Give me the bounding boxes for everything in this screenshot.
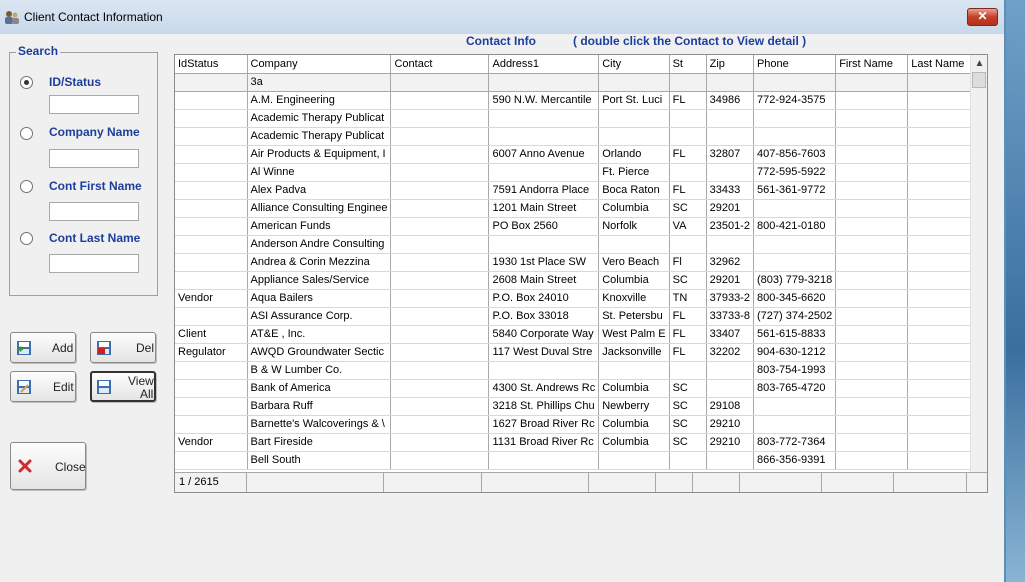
table-cell: Columbia [599, 271, 669, 289]
table-cell: (803) 779-3218 [753, 271, 835, 289]
table-cell [391, 343, 489, 361]
footer-cell [589, 473, 656, 492]
table-row[interactable] [175, 181, 981, 199]
table-cell: P.O. Box 24010 [489, 289, 599, 307]
table-cell: 29210 [706, 433, 753, 451]
table-cell: Knoxville [599, 289, 669, 307]
edit-record-icon [16, 379, 32, 395]
footer-cell [247, 473, 384, 492]
table-cell: SC [669, 433, 706, 451]
table-cell: ASI Assurance Corp. [247, 307, 391, 325]
table-row[interactable] [175, 289, 981, 307]
table-cell: Appliance Sales/Service [247, 271, 391, 289]
table-cell: Port St. Luci [599, 91, 669, 109]
table-cell [489, 109, 599, 127]
title-bar [0, 0, 1004, 34]
table-cell [836, 271, 908, 289]
table-cell [836, 199, 908, 217]
table-cell [391, 271, 489, 289]
table-row[interactable] [175, 199, 981, 217]
radio-cont-last-name[interactable] [20, 232, 33, 245]
table-cell: 3218 St. Phillips Chu [489, 397, 599, 415]
view-all-button[interactable] [90, 371, 156, 402]
table-row[interactable] [175, 235, 981, 253]
table-cell: 37933-2 [706, 289, 753, 307]
table-cell: P.O. Box 33018 [489, 307, 599, 325]
table-cell: 6007 Anno Avenue [489, 145, 599, 163]
filter-cell[interactable] [753, 73, 835, 91]
table-cell [706, 127, 753, 145]
table-cell [391, 127, 489, 145]
table-cell: West Palm E [599, 325, 669, 343]
table-cell [175, 451, 247, 469]
table-cell [175, 163, 247, 181]
table-cell: AWQD Groundwater Sectic [247, 343, 391, 361]
table-cell: Ft. Pierce [599, 163, 669, 181]
table-cell: SC [669, 199, 706, 217]
table-cell: Columbia [599, 415, 669, 433]
footer-cell [693, 473, 740, 492]
column-header[interactable]: St [669, 55, 706, 73]
table-row[interactable] [175, 433, 981, 451]
table-cell [175, 361, 247, 379]
table-cell [836, 433, 908, 451]
table-cell: 29201 [706, 271, 753, 289]
table-cell: 1201 Main Street [489, 199, 599, 217]
filter-cell[interactable] [175, 73, 247, 91]
radio-label-cont-first-name: Cont First Name [49, 179, 142, 193]
table-row[interactable] [175, 109, 981, 127]
table-cell: 4300 St. Andrews Rc [489, 379, 599, 397]
table-cell [836, 307, 908, 325]
table-cell: Vero Beach [599, 253, 669, 271]
table-cell [836, 397, 908, 415]
id-status-input[interactable] [49, 95, 139, 114]
table-cell: Bart Fireside [247, 433, 391, 451]
contacts-grid[interactable] [174, 54, 988, 493]
table-cell: 803-754-1993 [753, 361, 835, 379]
table-row[interactable] [175, 415, 981, 433]
search-legend: Search [18, 44, 59, 58]
table-cell [175, 271, 247, 289]
view-all-icon [96, 379, 112, 395]
table-row[interactable] [175, 253, 981, 271]
table-cell [175, 235, 247, 253]
table-cell: 32962 [706, 253, 753, 271]
footer-cell [384, 473, 482, 492]
vertical-scrollbar[interactable] [970, 55, 987, 492]
table-cell [669, 163, 706, 181]
table-cell: 32807 [706, 145, 753, 163]
table-cell: Academic Therapy Publicat [247, 127, 391, 145]
filter-cell[interactable] [706, 73, 753, 91]
filter-cell[interactable] [391, 73, 489, 91]
scroll-up-icon[interactable]: ▲ [974, 58, 985, 69]
table-cell [753, 235, 835, 253]
table-cell: Jacksonville [599, 343, 669, 361]
table-cell: 1627 Broad River Rc [489, 415, 599, 433]
table-cell: St. Petersbu [599, 307, 669, 325]
table-cell: American Funds [247, 217, 391, 235]
table-cell: PO Box 2560 [489, 217, 599, 235]
footer-cell [894, 473, 967, 492]
table-cell: SC [669, 415, 706, 433]
table-cell [599, 109, 669, 127]
table-cell: 561-361-9772 [753, 181, 835, 199]
add-button-label: Add [52, 341, 74, 355]
table-cell: B & W Lumber Co. [247, 361, 391, 379]
table-cell [836, 163, 908, 181]
record-count: 1 / 2615 [179, 476, 219, 488]
table-cell: Client [175, 325, 247, 343]
table-cell [391, 109, 489, 127]
table-cell: 2608 Main Street [489, 271, 599, 289]
delete-button-label: Del [136, 341, 155, 355]
table-cell [669, 127, 706, 145]
table-row[interactable] [175, 163, 981, 181]
table-cell [175, 109, 247, 127]
table-cell [836, 361, 908, 379]
table-cell: 33733-8 [706, 307, 753, 325]
table-cell [175, 253, 247, 271]
table-cell [391, 433, 489, 451]
table-cell: A.M. Engineering [247, 91, 391, 109]
scroll-thumb[interactable] [972, 72, 986, 88]
table-cell [391, 217, 489, 235]
table-cell: Barbara Ruff [247, 397, 391, 415]
table-cell [706, 361, 753, 379]
table-cell [836, 343, 908, 361]
table-row[interactable] [175, 451, 981, 469]
table-cell: SC [669, 379, 706, 397]
footer-cell [656, 473, 693, 492]
filter-cell[interactable] [599, 73, 669, 91]
table-cell: Regulator [175, 343, 247, 361]
table-cell [175, 397, 247, 415]
cont-last-name-input[interactable] [49, 254, 139, 273]
table-cell: Bell South [247, 451, 391, 469]
table-cell [175, 415, 247, 433]
table-cell: 23501-2 [706, 217, 753, 235]
table-cell [836, 217, 908, 235]
table-cell [836, 325, 908, 343]
table-cell: AT&E , Inc. [247, 325, 391, 343]
table-cell: Air Products & Equipment, I [247, 145, 391, 163]
table-row[interactable] [175, 145, 981, 163]
table-cell [391, 289, 489, 307]
table-cell: FL [669, 145, 706, 163]
table-cell: 590 N.W. Mercantile [489, 91, 599, 109]
table-cell: Orlando [599, 145, 669, 163]
table-cell: 7591 Andorra Place [489, 181, 599, 199]
delete-button[interactable] [90, 332, 156, 363]
table-cell [753, 109, 835, 127]
table-cell [599, 127, 669, 145]
column-header[interactable]: IdStatus [175, 55, 247, 73]
table-cell [706, 109, 753, 127]
table-row[interactable] [175, 91, 981, 109]
column-header[interactable]: Last Name [908, 55, 981, 73]
table-cell: 1131 Broad River Rc [489, 433, 599, 451]
column-header[interactable]: City [599, 55, 669, 73]
table-cell: 29201 [706, 199, 753, 217]
table-cell [599, 451, 669, 469]
table-cell [391, 163, 489, 181]
table-cell [669, 235, 706, 253]
table-cell: 800-345-6620 [753, 289, 835, 307]
table-cell: Al Winne [247, 163, 391, 181]
desktop-background [1006, 0, 1025, 582]
table-cell: SC [669, 397, 706, 415]
table-cell: Norfolk [599, 217, 669, 235]
table-cell [489, 361, 599, 379]
filter-cell[interactable] [669, 73, 706, 91]
radio-company-name[interactable] [20, 127, 33, 140]
table-cell: FL [669, 181, 706, 199]
column-header[interactable]: Contact [391, 55, 489, 73]
table-cell [489, 163, 599, 181]
table-cell: Alex Padva [247, 181, 391, 199]
table-cell [391, 235, 489, 253]
table-cell [391, 199, 489, 217]
table-cell [706, 163, 753, 181]
table-cell [391, 451, 489, 469]
table-cell: Boca Raton [599, 181, 669, 199]
table-cell: 407-856-7603 [753, 145, 835, 163]
contacts-icon [4, 9, 20, 25]
table-cell [706, 235, 753, 253]
view-all-label-line2: All [140, 387, 154, 401]
cont-first-name-input[interactable] [49, 202, 139, 221]
radio-id-status[interactable] [20, 76, 33, 89]
contacts-table [175, 55, 981, 470]
grid-hint: ( double click the Contact to View detail ) [573, 34, 807, 48]
table-cell: FL [669, 91, 706, 109]
filter-cell[interactable] [836, 73, 908, 91]
table-cell: VA [669, 217, 706, 235]
close-icon [18, 459, 32, 473]
table-cell [489, 235, 599, 253]
table-cell: (727) 374-2502 [753, 307, 835, 325]
table-cell [175, 127, 247, 145]
table-cell: Aqua Bailers [247, 289, 391, 307]
table-cell: Fl [669, 253, 706, 271]
table-cell [836, 109, 908, 127]
add-button[interactable] [10, 332, 76, 363]
table-cell: Vendor [175, 433, 247, 451]
search-group [9, 52, 158, 296]
table-cell [669, 451, 706, 469]
table-cell: Anderson Andre Consulting [247, 235, 391, 253]
table-cell: 33407 [706, 325, 753, 343]
column-header[interactable]: Address1 [489, 55, 599, 73]
table-cell [175, 199, 247, 217]
footer-cell [482, 473, 589, 492]
column-header[interactable]: Zip [706, 55, 753, 73]
close-button-label: Close [55, 460, 86, 474]
table-cell: Vendor [175, 289, 247, 307]
table-cell [391, 145, 489, 163]
table-cell [175, 379, 247, 397]
table-cell [489, 127, 599, 145]
table-cell: 1930 1st Place SW [489, 253, 599, 271]
table-cell [836, 181, 908, 199]
table-cell [669, 109, 706, 127]
client-area [0, 34, 1004, 582]
table-cell [489, 451, 599, 469]
column-header[interactable]: Company [247, 55, 391, 73]
table-cell: FL [669, 307, 706, 325]
table-cell [175, 91, 247, 109]
table-cell: 561-615-8833 [753, 325, 835, 343]
table-cell: 800-421-0180 [753, 217, 835, 235]
table-cell [836, 91, 908, 109]
table-cell: Bank of America [247, 379, 391, 397]
table-cell [391, 361, 489, 379]
table-cell: 803-765-4720 [753, 379, 835, 397]
table-cell: Newberry [599, 397, 669, 415]
table-row[interactable] [175, 271, 981, 289]
filter-cell[interactable] [489, 73, 599, 91]
table-cell: 32202 [706, 343, 753, 361]
table-cell: 5840 Corporate Way [489, 325, 599, 343]
table-row[interactable] [175, 127, 981, 145]
table-cell [836, 127, 908, 145]
footer-cell [822, 473, 894, 492]
table-cell: 34986 [706, 91, 753, 109]
filter-row[interactable] [175, 73, 981, 91]
footer-cell [740, 473, 822, 492]
table-row[interactable] [175, 307, 981, 325]
close-button[interactable] [10, 442, 86, 490]
table-cell [175, 307, 247, 325]
column-header[interactable]: First Name [836, 55, 908, 73]
table-cell [836, 253, 908, 271]
radio-label-id-status: ID/Status [49, 75, 102, 89]
table-cell: 772-924-3575 [753, 91, 835, 109]
table-cell: TN [669, 289, 706, 307]
table-cell [836, 415, 908, 433]
table-cell [391, 91, 489, 109]
table-cell: Columbia [599, 433, 669, 451]
table-cell: FL [669, 325, 706, 343]
table-cell [391, 397, 489, 415]
table-cell [175, 145, 247, 163]
edit-button[interactable] [10, 371, 76, 402]
edit-button-label: Edit [53, 380, 74, 394]
table-cell [706, 379, 753, 397]
table-cell [836, 235, 908, 253]
table-cell: FL [669, 343, 706, 361]
table-cell [391, 253, 489, 271]
table-cell: Academic Therapy Publicat [247, 109, 391, 127]
table-row[interactable] [175, 325, 981, 343]
add-record-icon [16, 340, 32, 356]
table-cell: 866-356-9391 [753, 451, 835, 469]
table-cell [753, 253, 835, 271]
delete-record-icon [96, 340, 112, 356]
radio-label-company-name: Company Name [49, 125, 140, 139]
radio-label-cont-last-name: Cont Last Name [49, 231, 141, 245]
table-row[interactable] [175, 397, 981, 415]
grid-footer [175, 472, 987, 492]
table-cell [391, 181, 489, 199]
table-cell [753, 199, 835, 217]
table-cell: 29210 [706, 415, 753, 433]
window-title: Client Contact Information [24, 10, 163, 24]
table-cell: Columbia [599, 199, 669, 217]
table-cell [599, 361, 669, 379]
table-cell [836, 451, 908, 469]
filter-cell[interactable]: 3a [247, 73, 391, 91]
table-cell [836, 379, 908, 397]
table-cell: 772-595-5922 [753, 163, 835, 181]
table-row[interactable] [175, 361, 981, 379]
table-cell [753, 397, 835, 415]
table-cell [391, 325, 489, 343]
table-cell [391, 379, 489, 397]
table-row[interactable] [175, 379, 981, 397]
table-cell [836, 145, 908, 163]
table-header-row [175, 55, 981, 73]
table-cell: 904-630-1212 [753, 343, 835, 361]
table-cell: Barnette's Walcoverings & \ [247, 415, 391, 433]
table-cell: 29108 [706, 397, 753, 415]
table-row[interactable] [175, 217, 981, 235]
grid-title: Contact Info [466, 34, 536, 48]
table-cell: Columbia [599, 379, 669, 397]
table-cell [753, 127, 835, 145]
table-cell [391, 307, 489, 325]
table-cell [669, 361, 706, 379]
table-cell [706, 451, 753, 469]
table-cell [836, 289, 908, 307]
table-cell [175, 181, 247, 199]
view-all-label-line1: View [128, 374, 154, 388]
table-cell: 117 West Duval Stre [489, 343, 599, 361]
table-cell [753, 415, 835, 433]
company-name-input[interactable] [49, 149, 139, 168]
table-cell: SC [669, 271, 706, 289]
table-cell: Alliance Consulting Enginee [247, 199, 391, 217]
table-row[interactable] [175, 343, 981, 361]
table-cell [391, 415, 489, 433]
window-close-button[interactable]: ✕ [967, 8, 998, 26]
table-cell: 803-772-7364 [753, 433, 835, 451]
column-header[interactable]: Phone [753, 55, 835, 73]
table-cell [175, 217, 247, 235]
table-cell [599, 235, 669, 253]
table-cell: 33433 [706, 181, 753, 199]
radio-cont-first-name[interactable] [20, 180, 33, 193]
table-cell: Andrea & Corin Mezzina [247, 253, 391, 271]
